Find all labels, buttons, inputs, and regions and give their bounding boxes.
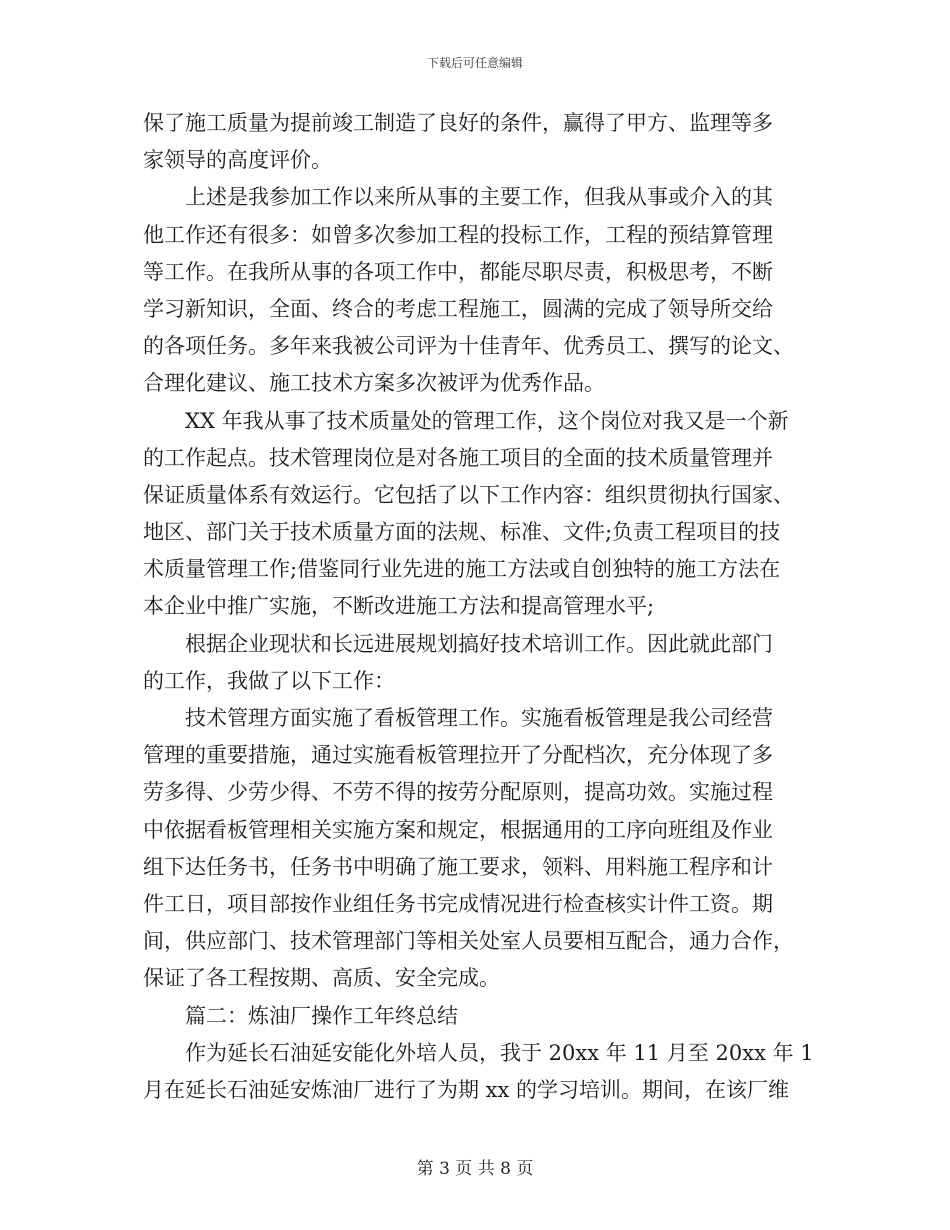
text-line: 月在延长石油延安炼油厂进行了为期 xx 的学习培训。期间，在该厂维: [143, 1077, 790, 1102]
text-line: 上述是我参加工作以来所从事的主要工作，但我从事或介入的其: [143, 185, 773, 210]
text-line: 的各项任务。多年来我被公司评为十佳青年、优秀员工、撰写的论文、: [143, 334, 794, 359]
text-line: 的工作起点。技术管理岗位是对各施工项目的全面的技术质量管理并: [143, 445, 773, 470]
text-line: 管理的重要措施，通过实施看板管理拉开了分配档次，充分体现了多: [143, 743, 773, 768]
page-header: 下载后可任意编辑: [426, 56, 523, 70]
text-line: 保证质量体系有效运行。它包括了以下工作内容：组织贯彻执行国家、: [143, 482, 794, 507]
page-number-footer: 第 3 页 共 8 页: [416, 1159, 534, 1179]
text-line: 保了施工质量为提前竣工制造了良好的条件，赢得了甲方、监理等多: [143, 111, 773, 135]
text-line: 术质量管理工作;借鉴同行业先进的施工方法或自创独特的施工方法在: [143, 557, 781, 582]
text-line: 劳多得、少劳少得、不劳不得的按劳分配原则，提高功效。实施过程: [143, 780, 773, 805]
text-line: 中依据看板管理相关实施方案和规定，根据通用的工序向班组及作业: [143, 817, 773, 842]
text-line: 技术管理方面实施了看板管理工作。实施看板管理是我公司经营: [143, 706, 773, 730]
text-line: 根据企业现状和长远进展规划搞好技术培训工作。因此就此部门: [143, 631, 773, 656]
text-line: 他工作还有很多：如曾多次参加工程的投标工作，工程的预结算管理: [143, 222, 773, 247]
text-line: 组下达任务书，任务书中明确了施工要求，领料、用料施工程序和计: [143, 854, 773, 879]
text-line: 合理化建议、施工技术方案多次被评为优秀作品。: [143, 371, 605, 396]
text-line: 间，供应部门、技术管理部门等相关处室人员要相互配合，通力合作，: [143, 929, 794, 954]
text-line: 地区、部门关于技术质量方面的法规、标准、文件;负责工程项目的技: [143, 520, 781, 545]
text-line: 件工日，项目部按作业组任务书完成情况进行检查核实计件工资。期: [143, 891, 773, 916]
text-line: 作为延长石油延安能化外培人员，我于 20xx 年 11 月至 20xx 年 1: [143, 1040, 814, 1065]
text-line: 保证了各工程按期、高质、安全完成。: [143, 966, 500, 991]
section-heading: 篇二：炼油厂操作工年终总结: [143, 1003, 458, 1028]
text-line: 等工作。在我所从事的各项工作中，都能尽职尽责，积极思考，不断: [143, 259, 773, 284]
text-line: 本企业中推广实施，不断改进施工方法和提高管理水平;: [143, 594, 655, 619]
text-line: 家领导的高度评价。: [143, 148, 332, 173]
text-line: 学习新知识，全面、终合的考虑工程施工，圆满的完成了领导所交给: [143, 296, 773, 321]
text-line: XX 年我从事了技术质量处的管理工作，这个岗位对我又是一个新: [143, 408, 789, 433]
text-line: 的工作，我做了以下工作：: [143, 668, 395, 693]
document-body: [143, 105, 814, 1109]
